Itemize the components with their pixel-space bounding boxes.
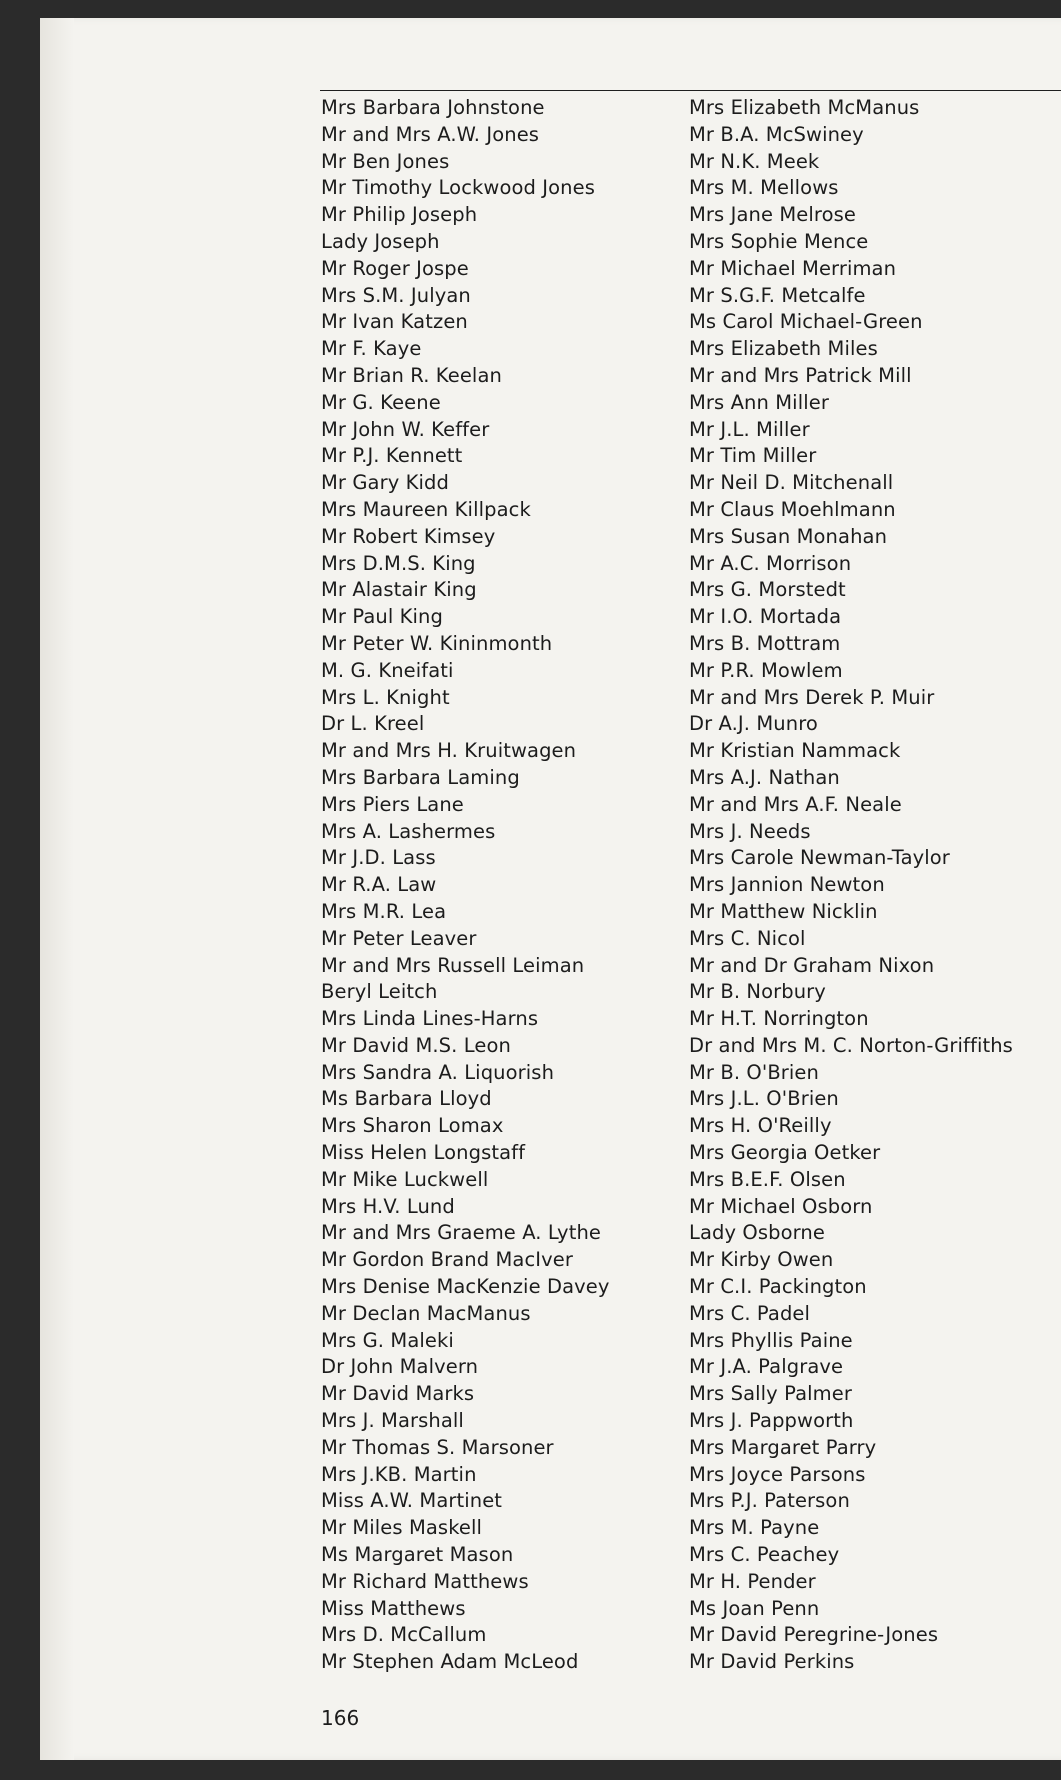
name-entry: Mrs D. McCallum xyxy=(321,1623,487,1647)
name-entry: Mrs D.M.S. King xyxy=(321,551,476,575)
name-entry: Mr N.K. Meek xyxy=(689,149,820,173)
name-entry: Mr H. Pender xyxy=(689,1569,816,1593)
name-entry: Mr J.L. Miller xyxy=(689,417,810,441)
name-entry: Lady Joseph xyxy=(321,229,440,253)
name-entry: Mrs Denise MacKenzie Davey xyxy=(321,1275,610,1299)
name-entry: Mrs M.R. Lea xyxy=(321,899,447,923)
name-entry: Mr B.A. McSwiney xyxy=(689,122,864,146)
name-entry: Mr Ben Jones xyxy=(321,149,450,173)
name-entry: Mrs A.J. Nathan xyxy=(689,765,840,789)
name-entry: Mrs J.KB. Martin xyxy=(321,1462,477,1486)
top-rule xyxy=(320,90,1061,91)
name-entry: Mr Robert Kimsey xyxy=(321,524,496,548)
name-entry: Mrs Sharon Lomax xyxy=(321,1114,504,1138)
name-entry: Mr A.C. Morrison xyxy=(689,551,852,575)
name-entry: Miss A.W. Martinet xyxy=(321,1489,503,1513)
name-entry: Mrs A. Lashermes xyxy=(321,819,496,843)
name-entry: Mr I.O. Mortada xyxy=(689,605,842,629)
name-entry: Mr Richard Matthews xyxy=(321,1569,529,1593)
name-entry: Mrs Sally Palmer xyxy=(689,1382,852,1406)
name-entry: Mrs Piers Lane xyxy=(321,792,464,816)
name-entry: Ms Carol Michael-Green xyxy=(689,310,923,334)
name-entry: Mr G. Keene xyxy=(321,390,441,414)
name-entry: Mrs M. Payne xyxy=(689,1516,820,1540)
name-entry: Mrs Joyce Parsons xyxy=(689,1462,866,1486)
name-entry: Mrs C. Peachey xyxy=(689,1543,840,1567)
name-entry: Mrs B. Mottram xyxy=(689,631,841,655)
name-entry: Mrs Susan Monahan xyxy=(689,524,888,548)
name-entry: Mr B. Norbury xyxy=(689,980,826,1004)
name-entry: Mrs Jannion Newton xyxy=(689,873,885,897)
name-entry: Miss Matthews xyxy=(321,1596,466,1620)
name-entry: Mrs J. Pappworth xyxy=(689,1409,854,1433)
name-entry: Mr and Mrs A.F. Neale xyxy=(689,792,902,816)
name-entry: Mrs J. Marshall xyxy=(321,1409,464,1433)
name-entry: Mrs Carole Newman-Taylor xyxy=(689,846,950,870)
name-entry: Mr David Peregrine-Jones xyxy=(689,1623,939,1647)
name-entry: Mr Miles Maskell xyxy=(321,1516,483,1540)
name-entry: Mr H.T. Norrington xyxy=(689,1007,869,1031)
names-column-left xyxy=(321,95,610,1676)
name-entry: Mrs J.L. O'Brien xyxy=(689,1087,839,1111)
name-entry: Ms Margaret Mason xyxy=(321,1543,514,1567)
name-entry: Mrs Georgia Oetker xyxy=(689,1141,881,1165)
name-entry: Mrs Linda Lines-Harns xyxy=(321,1007,539,1031)
name-entry: Mr Paul King xyxy=(321,605,443,629)
name-entry: Ms Joan Penn xyxy=(689,1596,820,1620)
name-entry: Mrs Barbara Johnstone xyxy=(321,96,545,119)
name-entry: Mrs Phyllis Paine xyxy=(689,1328,853,1352)
name-entry: Ms Barbara Lloyd xyxy=(321,1087,492,1111)
name-entry: Mrs Sophie Mence xyxy=(689,229,869,253)
name-entry: Mr Matthew Nicklin xyxy=(689,899,878,923)
book-page xyxy=(40,18,1061,1760)
name-entry: Mrs Elizabeth McManus xyxy=(689,96,920,119)
name-entry: Dr and Mrs M. C. Norton-Griffiths xyxy=(689,1033,1013,1057)
name-entry: Mr P.J. Kennett xyxy=(321,444,463,468)
page-number: 166 xyxy=(321,1706,360,1730)
name-entry: Mr Kirby Owen xyxy=(689,1248,834,1272)
name-entry: Mrs L. Knight xyxy=(321,685,450,709)
page-gutter-shadow xyxy=(40,18,74,1760)
name-entry: Mr Brian R. Keelan xyxy=(321,363,502,387)
name-entry: Mrs G. Morstedt xyxy=(689,578,846,602)
name-entry: Mrs Ann Miller xyxy=(689,390,829,414)
name-entry: Mr B. O'Brien xyxy=(689,1060,819,1084)
name-entry: Dr John Malvern xyxy=(321,1355,479,1379)
name-entry: Mr Declan MacManus xyxy=(321,1301,531,1325)
name-entry: Mr David M.S. Leon xyxy=(321,1033,511,1057)
name-entry: Mr Thomas S. Marsoner xyxy=(321,1435,554,1459)
name-entry: Mr Gary Kidd xyxy=(321,471,450,495)
name-entry: Mr and Mrs Graeme A. Lythe xyxy=(321,1221,601,1245)
name-entry: Mr F. Kaye xyxy=(321,337,422,361)
name-entry: Mrs Margaret Parry xyxy=(689,1435,877,1459)
name-entry: Mr David Perkins xyxy=(689,1650,855,1674)
name-entry: Mr David Marks xyxy=(321,1382,475,1406)
name-entry: Mr Peter Leaver xyxy=(321,926,477,950)
name-entry: Miss Helen Longstaff xyxy=(321,1141,526,1165)
name-entry: Mr Roger Jospe xyxy=(321,256,469,280)
name-entry: Mrs P.J. Paterson xyxy=(689,1489,850,1513)
name-entry: Mr Kristian Nammack xyxy=(689,739,901,763)
name-entry: Mrs Jane Melrose xyxy=(689,203,856,227)
name-entry: Mr and Mrs Patrick Mill xyxy=(689,363,912,387)
name-entry: Mr Gordon Brand MacIver xyxy=(321,1248,574,1272)
name-entry: Mr R.A. Law xyxy=(321,873,437,897)
name-entry: Mrs S.M. Julyan xyxy=(321,283,471,307)
name-entry: Dr L. Kreel xyxy=(321,712,425,736)
name-entry: Mr and Mrs A.W. Jones xyxy=(321,122,540,146)
name-entry: Mr and Mrs H. Kruitwagen xyxy=(321,739,577,763)
names-column-right xyxy=(689,95,1013,1676)
name-entry: Mrs C. Padel xyxy=(689,1301,811,1325)
name-entry: Mr P.R. Mowlem xyxy=(689,658,843,682)
name-entry: Mr Alastair King xyxy=(321,578,477,602)
name-entry: Mr Peter W. Kininmonth xyxy=(321,631,553,655)
name-entry: Mr J.A. Palgrave xyxy=(689,1355,844,1379)
name-entry: Mr Claus Moehlmann xyxy=(689,497,896,521)
name-entry: Mrs G. Maleki xyxy=(321,1328,454,1352)
name-entry: Mrs B.E.F. Olsen xyxy=(689,1167,846,1191)
name-entry: Mr Michael Osborn xyxy=(689,1194,873,1218)
name-entry: Mr S.G.F. Metcalfe xyxy=(689,283,866,307)
name-entry: Mr Tim Miller xyxy=(689,444,817,468)
name-entry: Mrs M. Mellows xyxy=(689,176,839,200)
name-entry: Mr and Mrs Russell Leiman xyxy=(321,953,585,977)
name-entry: Mr Neil D. Mitchenall xyxy=(689,471,894,495)
name-entry: Mrs H.V. Lund xyxy=(321,1194,455,1218)
name-entry: Mr J.D. Lass xyxy=(321,846,436,870)
name-entry: Mrs Maureen Killpack xyxy=(321,497,531,521)
name-entry: Mrs J. Needs xyxy=(689,819,811,843)
name-entry: Mr and Dr Graham Nixon xyxy=(689,953,935,977)
name-entry: Mr Ivan Katzen xyxy=(321,310,468,334)
name-entry: Mr Stephen Adam McLeod xyxy=(321,1650,579,1674)
name-entry: Mr John W. Keffer xyxy=(321,417,490,441)
name-entry: Mr Mike Luckwell xyxy=(321,1167,489,1191)
name-entry: Beryl Leitch xyxy=(321,980,438,1004)
name-entry: Mrs Sandra A. Liquorish xyxy=(321,1060,555,1084)
name-entry: Mr C.I. Packington xyxy=(689,1275,867,1299)
name-entry: Mr Michael Merriman xyxy=(689,256,897,280)
name-entry: Mrs H. O'Reilly xyxy=(689,1114,832,1138)
name-entry: Mr Philip Joseph xyxy=(321,203,478,227)
name-entry: Mr and Mrs Derek P. Muir xyxy=(689,685,935,709)
name-entry: Mrs Barbara Laming xyxy=(321,765,520,789)
name-entry: Mrs Elizabeth Miles xyxy=(689,337,878,361)
name-entry: Dr A.J. Munro xyxy=(689,712,818,736)
name-entry: Mrs C. Nicol xyxy=(689,926,806,950)
name-entry: M. G. Kneifati xyxy=(321,658,454,682)
name-entry: Lady Osborne xyxy=(689,1221,825,1245)
name-entry: Mr Timothy Lockwood Jones xyxy=(321,176,595,200)
